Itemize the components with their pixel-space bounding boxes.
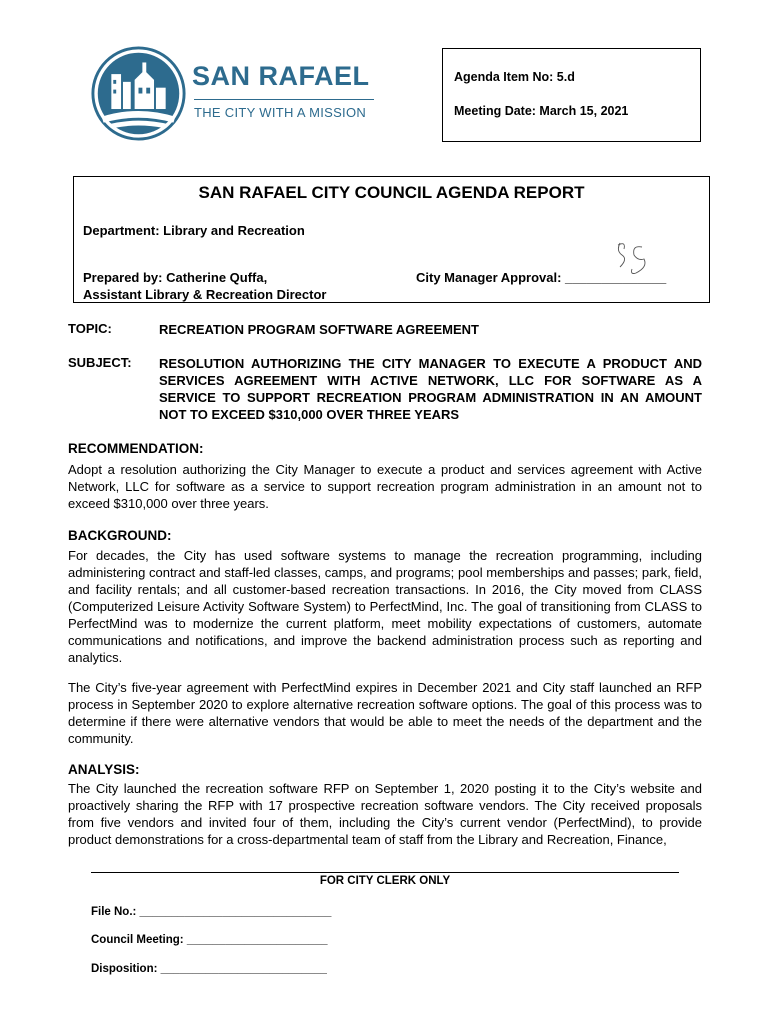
recommendation-heading: RECOMMENDATION: (68, 441, 204, 456)
city-seal-icon (90, 45, 187, 142)
clerk-divider (91, 872, 679, 873)
report-title: SAN RAFAEL CITY COUNCIL AGENDA REPORT (198, 183, 585, 202)
preparer-title: Assistant Library & Recreation Director (83, 287, 327, 302)
background-paragraph-1: For decades, the City has used software systems to manage the recreation programming, including administering contract and staff-led classes, camps, and programs; pool memberships and passes; park, field, and facility rentals; and all customer-based recreation transactions. In 2016, the City moved from CLASS (Computerized Leisure Activity Software System) to PerfectMind, Inc. The goal of transitioning from CLASS to PerfectMind was to modernize the current platform, meet mobility expectations of customers, automate communications and notifications, and improve the backend administration process such as reporting and analytics. (68, 548, 702, 665)
department-field: Department: Library and Recreation (83, 223, 305, 238)
analysis-heading: ANALYSIS: (68, 762, 140, 777)
city-logo (90, 45, 390, 145)
subject-label: SUBJECT: (68, 355, 132, 370)
analysis-text: The City launched the recreation software RFP on September 1, 2020 posting it to the City’s website and proactively sharing the RFP with 17 prospective recreation software vendors. The City received proposals from five vendors and invited four of them, including the City’s current vendor (PerfectMind), to provide product demonstrations for a cross-departmental team of staff from the Library and Recreation, Finance, (68, 781, 702, 847)
city-manager-approval: City Manager Approval: ______________ (416, 270, 667, 285)
agenda-info-box (442, 48, 701, 142)
recommendation-text: Adopt a resolution authorizing the City Manager to execute a product and services agreement with Active Network, LLC for software as a service to support recreation program administration in an amount not to exceed $310,000 over three years. (68, 462, 702, 511)
agenda-item-number: Agenda Item No: 5.d (454, 70, 575, 84)
logo-divider (194, 99, 374, 100)
clerk-section-title: FOR CITY CLERK ONLY (319, 875, 451, 887)
signature-initials-icon (612, 237, 652, 281)
logo-tagline: THE CITY WITH A MISSION (194, 105, 367, 120)
background-paragraph-2: The City’s five-year agreement with PerfectMind expires in December 2021 and City staff launched an RFP process in September 2020 to explore alternative recreation software options. The goal of this process was to determine if there were alternative vendors that would be able to meet the needs of the department and the community. (68, 680, 702, 746)
meeting-date: Meeting Date: March 15, 2021 (454, 104, 629, 118)
logo-city-name: SAN RAFAEL (192, 61, 370, 91)
file-number-field: File No.: ______________________________ (91, 906, 332, 918)
topic-text: RECREATION PROGRAM SOFTWARE AGREEMENT (159, 322, 479, 337)
background-heading: BACKGROUND: (68, 528, 172, 543)
council-meeting-field: Council Meeting: ______________________ (91, 934, 328, 946)
report-header-box (73, 176, 710, 303)
disposition-field: Disposition: __________________________ (91, 963, 327, 975)
topic-label: TOPIC: (68, 321, 112, 336)
subject-text: RESOLUTION AUTHORIZING THE CITY MANAGER TO EXECUTE A PRODUCT AND SERVICES AGREEMENT WITH ACTIVE NETWORK, LLC FOR SOFTWARE AS A SERVICE TO SUPPORT RECREATION PROGRAM ADMINISTRATION IN AN AMOUNT NOT TO EXCEED $310,000 OVER THREE YEARS (159, 356, 702, 422)
prepared-by-field: Prepared by: Catherine Quffa, (83, 270, 268, 285)
